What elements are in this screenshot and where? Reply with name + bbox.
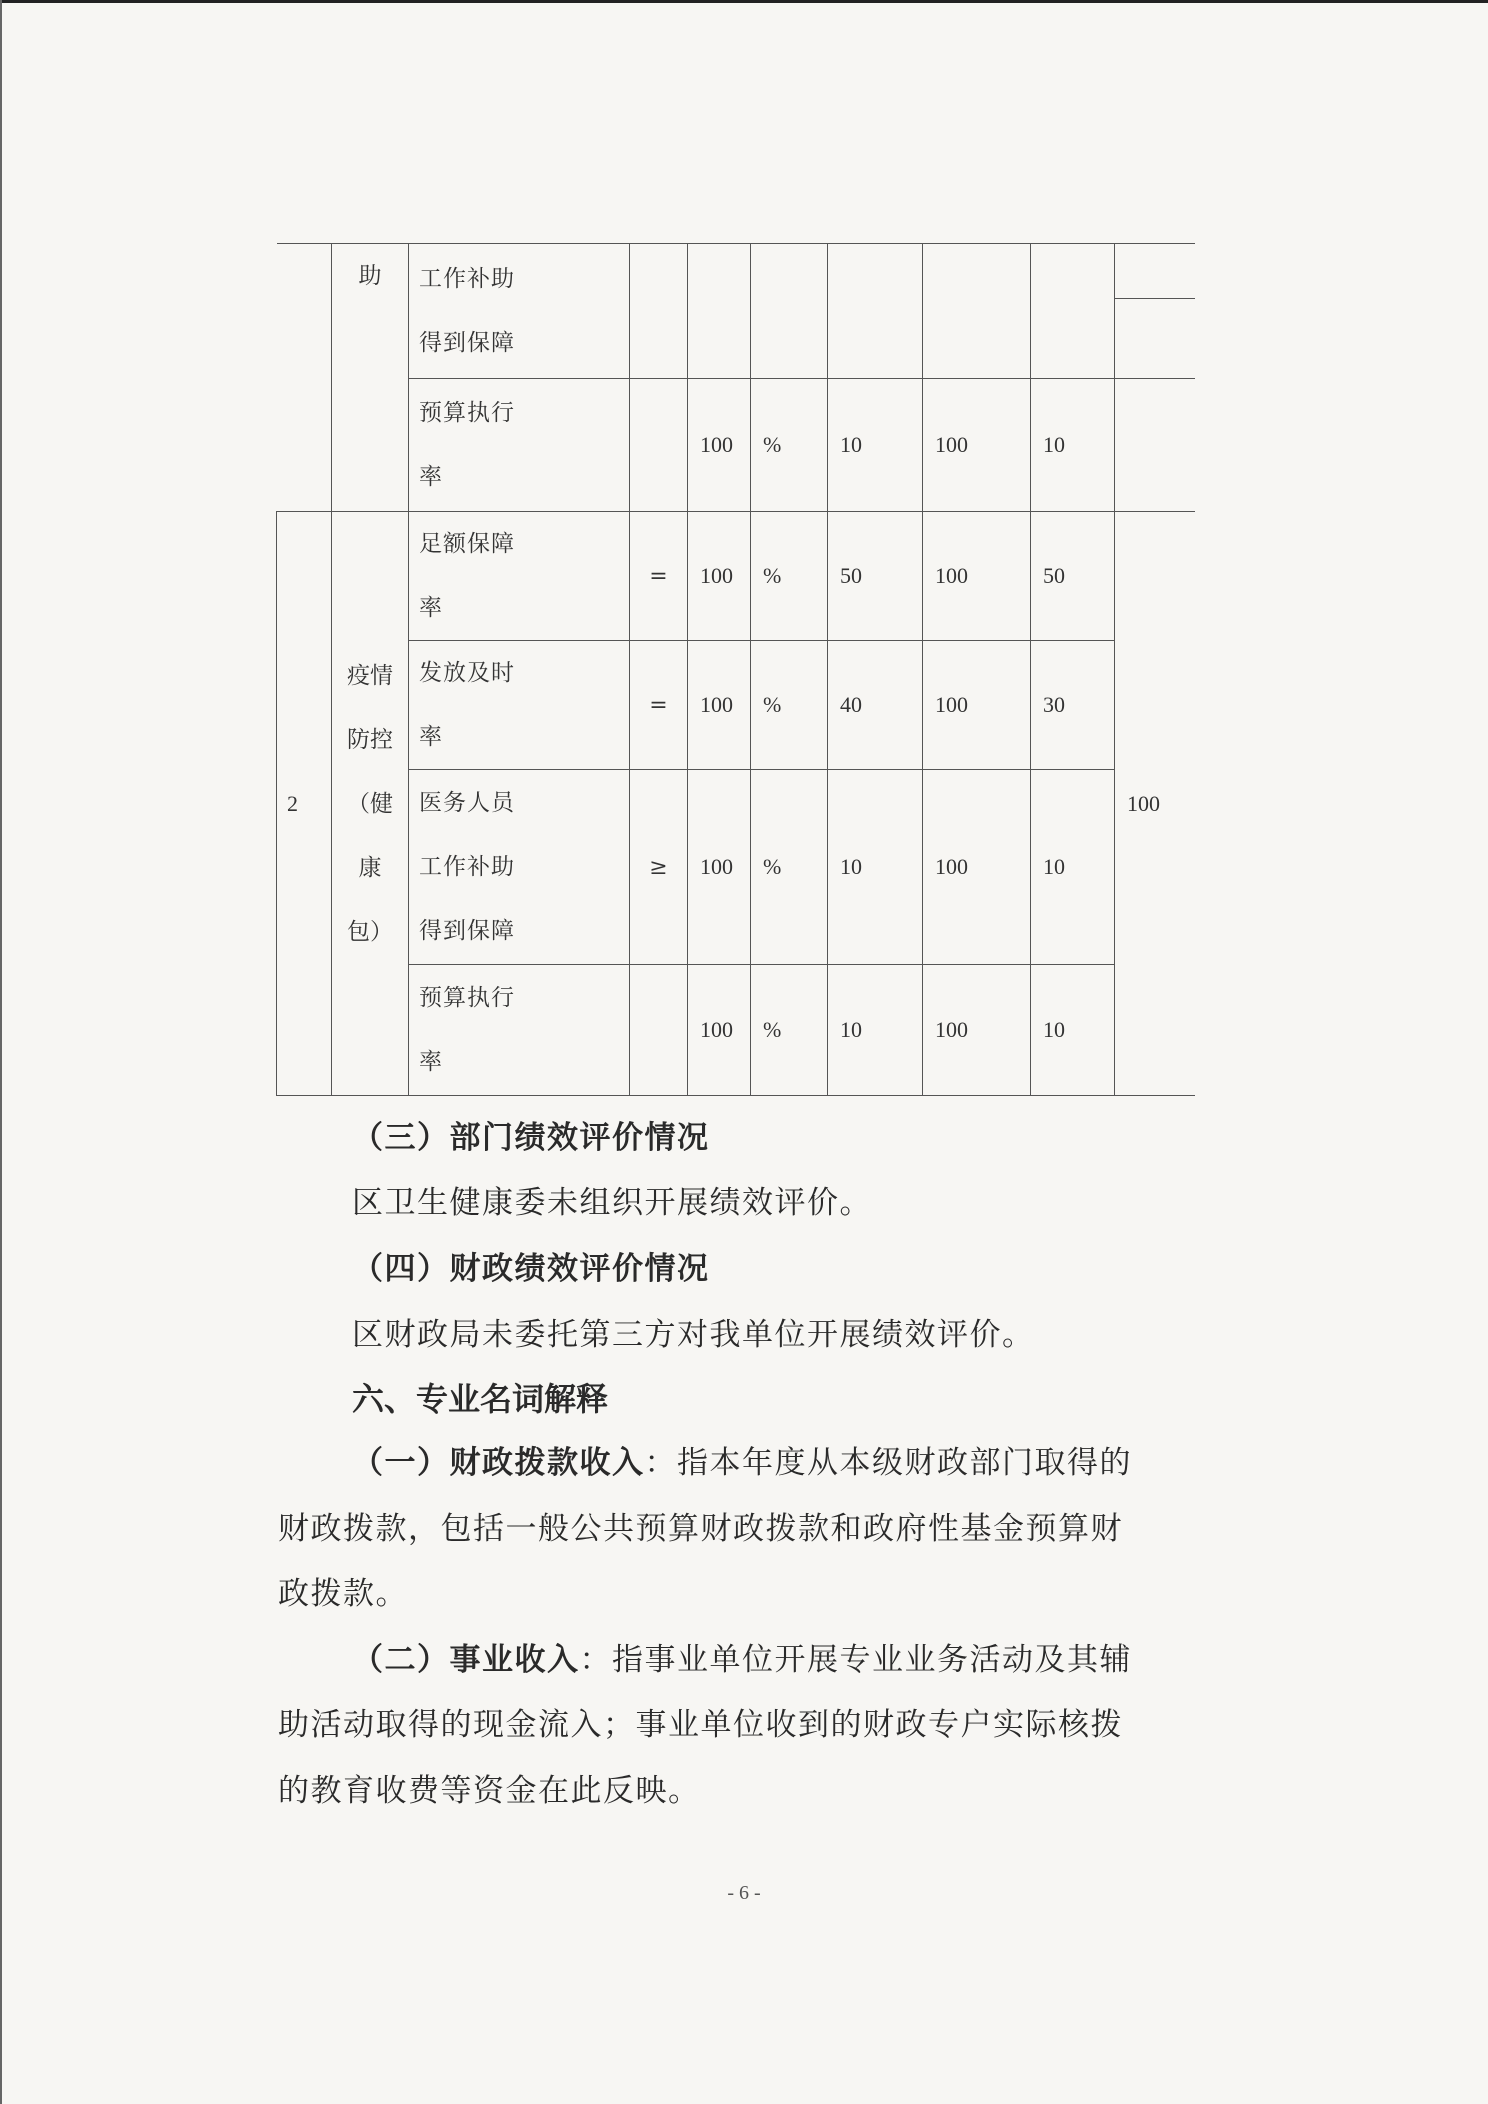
definition-2-line-1: （二）事业收入：指事业单位开展专业业务活动及其辅 [352, 1642, 1132, 1678]
indicator-cell: 预算执行 率 [409, 965, 630, 1096]
table-row [277, 965, 1195, 1096]
paragraph-dept-evaluation: 区卫生健康委未组织开展绩效评价。 [352, 1185, 872, 1221]
table-row [277, 512, 1195, 641]
target-cell: 100 [688, 965, 751, 1096]
operator-cell: = [630, 512, 688, 641]
score-cell: 10 [1031, 770, 1115, 965]
score-cell: 30 [1031, 641, 1115, 770]
definition-1-term: （一）财政拨款收入 [352, 1445, 645, 1481]
weight-cell: 40 [828, 641, 923, 770]
performance-table-grid [276, 243, 1195, 1096]
operator-cell [630, 965, 688, 1096]
definition-1-line-2: 财政拨款，包括一般公共预算财政拨款和政府性基金预算财 [278, 1511, 1123, 1547]
target-cell: 100 [688, 770, 751, 965]
total-cell [1115, 244, 1195, 379]
target-cell: 100 [688, 641, 751, 770]
indicator-cell: 预算执行 率 [409, 379, 630, 512]
section-title-glossary: 六、专业名词解释 [352, 1380, 609, 1418]
target-cell: 100 [688, 512, 751, 641]
operator-cell: ≥ [630, 770, 688, 965]
definition-2-term: （二）事业收入 [352, 1642, 580, 1678]
actual-cell: 100 [923, 379, 1031, 512]
weight-cell: 10 [828, 379, 923, 512]
page-edge [0, 0, 1488, 3]
weight-cell [828, 244, 923, 379]
unit-cell [751, 244, 828, 379]
score-cell: 50 [1031, 512, 1115, 641]
actual-cell: 100 [923, 641, 1031, 770]
section-heading-finance-evaluation: （四）财政绩效评价情况 [352, 1251, 710, 1287]
actual-cell: 100 [923, 965, 1031, 1096]
total-cell [1115, 379, 1195, 512]
score-cell: 10 [1031, 379, 1115, 512]
definition-1-line-3: 政拨款。 [278, 1576, 408, 1612]
unit-cell: % [751, 379, 828, 512]
section-heading-dept-evaluation: （三）部门绩效评价情况 [352, 1120, 710, 1156]
paragraph-finance-evaluation: 区财政局未委托第三方对我单位开展绩效评价。 [352, 1317, 1035, 1353]
target-cell [688, 244, 751, 379]
page-number: - 6 - [727, 1882, 761, 1904]
indicator-cell: 发放及时 率 [409, 641, 630, 770]
definition-2-line-2: 助活动取得的现金流入；事业单位收到的财政专户实际核拨 [278, 1707, 1123, 1743]
operator-cell [630, 379, 688, 512]
unit-cell: % [751, 965, 828, 1096]
operator-cell [630, 244, 688, 379]
operator-cell: = [630, 641, 688, 770]
performance-table [276, 243, 1194, 1095]
weight-cell: 50 [828, 512, 923, 641]
actual-cell: 100 [923, 512, 1031, 641]
score-cell: 10 [1031, 965, 1115, 1096]
actual-cell [923, 244, 1031, 379]
page-edge-left [0, 0, 2, 2104]
indicator-cell: 工作补助 得到保障 [409, 244, 630, 379]
weight-cell: 10 [828, 770, 923, 965]
unit-cell: % [751, 770, 828, 965]
table-row [277, 641, 1195, 770]
target-cell: 100 [688, 379, 751, 512]
unit-cell: % [751, 512, 828, 641]
table-row [277, 770, 1195, 965]
indicator-cell: 医务人员 工作补助 得到保障 [409, 770, 630, 965]
table-row [277, 244, 1195, 379]
seq-cell: 2 [277, 512, 332, 1096]
definition-1-line-1: （一）财政拨款收入：指本年度从本级财政部门取得的 [352, 1445, 1132, 1481]
category-cell: 助 [332, 244, 409, 512]
indicator-cell: 足额保障 率 [409, 512, 630, 641]
score-cell [1031, 244, 1115, 379]
unit-cell: % [751, 641, 828, 770]
table-row [277, 379, 1195, 512]
category-cell: 疫情 防控 （健 康 包） [332, 512, 409, 1096]
definition-2-line-3: 的教育收费等资金在此反映。 [278, 1773, 701, 1809]
actual-cell: 100 [923, 770, 1031, 965]
weight-cell: 10 [828, 965, 923, 1096]
seq-cell [277, 244, 332, 512]
total-cell: 100 [1115, 512, 1195, 1096]
